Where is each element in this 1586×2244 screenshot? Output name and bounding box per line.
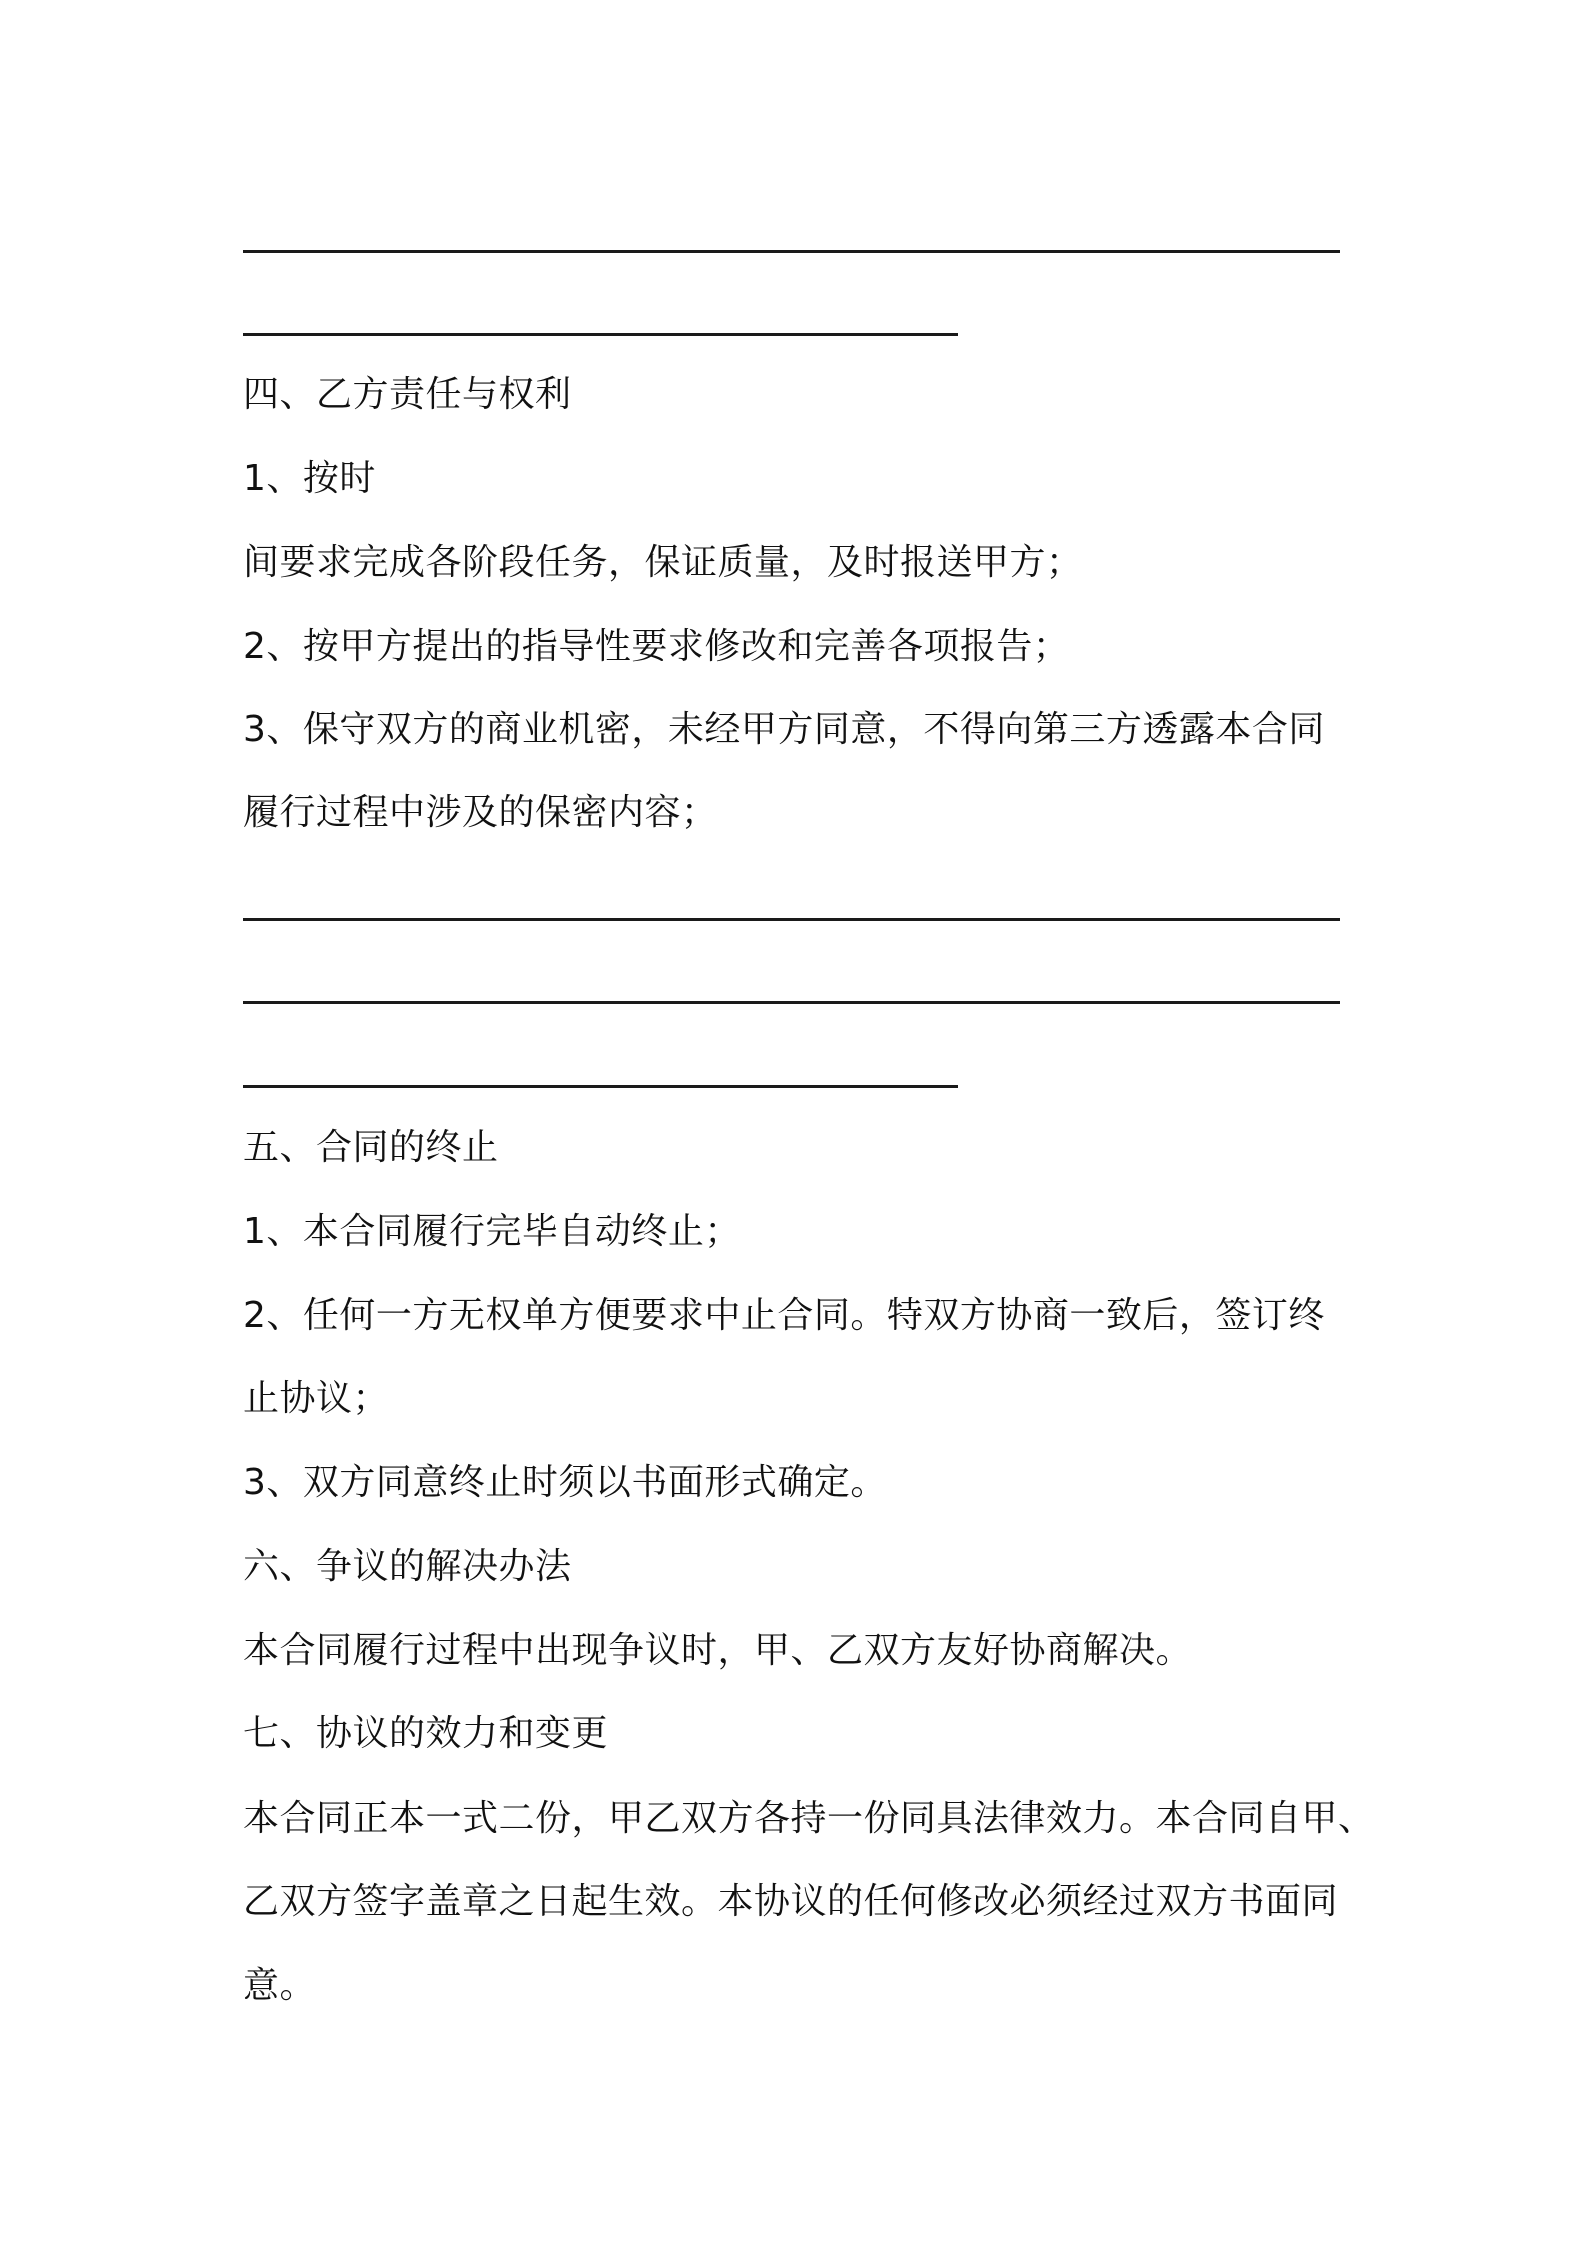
section-6-body: 本合同履行过程中出现争议时，甲、乙双方友好协商解决。 — [243, 1630, 1193, 1671]
section-7-body-line-1: 本合同正本一式二份，甲乙双方各持一份同具法律效力。本合同自甲、 — [243, 1798, 1375, 1839]
section-5-heading: 五、合同的终止 — [243, 1127, 499, 1168]
section-4-heading: 四、乙方责任与权利 — [243, 374, 572, 415]
blank-rule-5 — [243, 1085, 958, 1088]
section-5-item-2-line-1: 2、任何一方无权单方便要求中止合同。特双方协商一致后，签订终 — [243, 1295, 1325, 1336]
blank-rule-4 — [243, 1001, 1340, 1004]
section-4-item-3-line-2: 履行过程中涉及的保密内容； — [243, 792, 718, 833]
section-5-item-2-line-2: 止协议； — [243, 1378, 390, 1419]
section-7-heading: 七、协议的效力和变更 — [243, 1713, 609, 1754]
blank-rule-1 — [243, 250, 1340, 253]
section-5-item-1: 1、本合同履行完毕自动终止； — [243, 1211, 741, 1252]
section-7-body-line-2: 乙双方签字盖章之日起生效。本协议的任何修改必须经过双方书面同 — [243, 1881, 1339, 1922]
section-4-item-3-line-1: 3、保守双方的商业机密，未经甲方同意，不得向第三方透露本合同 — [243, 709, 1325, 750]
section-6-heading: 六、争议的解决办法 — [243, 1546, 572, 1587]
section-4-item-2: 2、按甲方提出的指导性要求修改和完善各项报告； — [243, 626, 1070, 667]
blank-rule-2 — [243, 333, 958, 336]
blank-rule-3 — [243, 918, 1340, 921]
section-7-body-line-3: 意。 — [243, 1965, 317, 2006]
section-5-item-3: 3、双方同意终止时须以书面形式确定。 — [243, 1462, 887, 1503]
section-4-item-1-line-2: 间要求完成各阶段任务，保证质量，及时报送甲方； — [243, 542, 1083, 583]
section-4-item-1-line-1: 1、按时 — [243, 458, 376, 499]
